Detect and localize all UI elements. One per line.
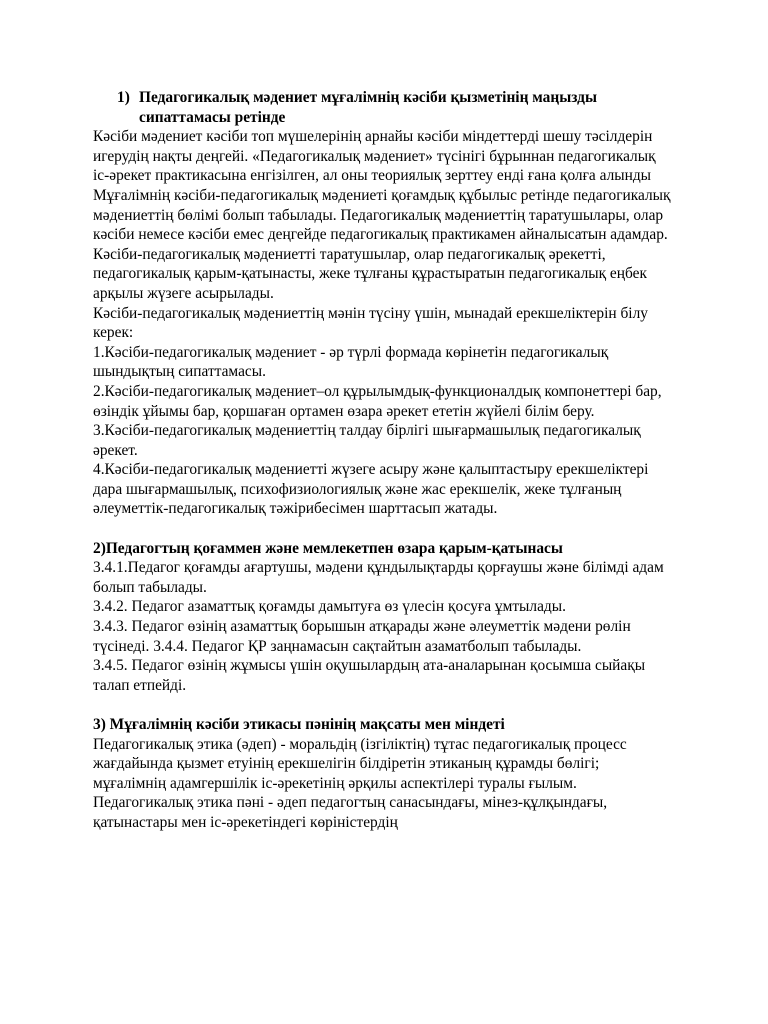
section1-list-item: 3.Кәсіби-педагогикалық мәдениеттің талдау бірлігі шығармашылық педагогикалық әрекет. — [93, 422, 641, 459]
section2-paragraph: 3.4.5. Педагог өзінің жұмысы үшін оқушылардың ата-аналарынан қосымша сыйақы талап етпейді. — [93, 657, 646, 694]
section2-paragraph: 3.4.1.Педагог қоғамды ағартушы, мәдени құндылықтарды қорғаушы және білімді адам болып табылады. — [93, 559, 664, 596]
section1-heading-text: Педагогикалық мәдениет мұғалімнің кәсіби қызметінің маңызды сипаттамасы ретінде — [139, 89, 597, 126]
blank-line — [93, 695, 672, 715]
section1-list-item: 2.Кәсіби-педагогикалық мәдениет–ол құрылымдық-функционалдық компонеттері бар, өзіндік ұйымы бар, қоршаған ортамен өзара әрекет ететін жүйелі білім беру. — [93, 382, 662, 420]
section2-paragraph: 3.4.3. Педагог өзінің азаматтық борышын атқарады және әлеуметтік мәдени рөлін түсінеді. 3.4.4. Педагог ҚР заңнамасын сақтайтын азаматболып табылады. — [93, 618, 631, 655]
section1-paragraph: Кәсіби-педагогикалық мәдениеттің мәнін түсіну үшін, мынадай ерекшеліктерін білу керек: — [93, 304, 648, 342]
section2-heading: 2)Педагогтың қоғаммен және мемлекетпен өзара қарым-қатынасы — [93, 539, 563, 557]
section1-heading-number: 1) — [117, 89, 130, 106]
section1-heading — [117, 88, 672, 127]
section3-heading: 3) Мұғалімнің кәсіби этикасы пәнінің мақсаты мен міндеті — [93, 716, 505, 733]
section3-paragraph: Педагогикалық этика (әдеп) - моральдің (ізгіліктің) тұтас педагогикалық процесс жағдайында қызмет етуінің ерекшелігін білдіретін этиканың құрамды бөлігі; мұғалімнің адамгершілік іс-әрекетінің әрқилы аспектілері туралы ғылым. Педагогикалық этика пәні - әдеп педагогтың санасындағы, мінез-құлқындағы, қатынастары мен іс-әрекетіндегі көріністердің — [93, 735, 627, 831]
section1-list-item: 4.Кәсіби-педагогикалық мәдениетті жүзеге асыру және қалыптастыру ерекшеліктері дара шығармашылық, психофизиологиялық және жас ерекшелік, жеке тұлғаның әлеуметтік-педагогикалық тәжірибесімен шарттасып жатады. — [93, 461, 649, 518]
section2-paragraph: 3.4.2. Педагог азаматтық қоғамды дамытуға өз үлесін қосуға ұмтылады. — [93, 598, 566, 616]
section1-list-item: 1.Кәсіби-педагогикалық мәдениет - әр түрлі формада көрінетін педагогикалық шындықтың сипаттамасы. — [93, 343, 609, 381]
section1-paragraph: Кәсіби мәдениет кәсіби топ мүшелерінің арнайы кәсіби міндеттерді шешу тәсілдерін игерудің нақты деңгейі. «Педагогикалық мәдениет» түсінігі бұрыннан педагогикалық іс-әрекет практикасына енгізілген, ал оны теориялық зерттеу енді ғана қолға алынды Мұғалімнің кәсіби-педагогикалық мәдениеті қоғамдық құбылыс ретінде педагогикалық мәдениеттің бөлімі болып табылады. Педагогикалық мәдениеттің таратушылары, олар кәсіби немесе кәсіби емес деңгейде педагогикалық практикамен айналысатын адамдар. Кәсіби-педагогикалық мәдениетті таратушылар, олар педагогикалық әрекетті, педагогикалық қарым-қатынасты, жеке тұлғаны құрастыратын педагогикалық еңбек арқылы жүзеге асырылады. — [93, 128, 671, 302]
blank-line — [93, 519, 672, 539]
